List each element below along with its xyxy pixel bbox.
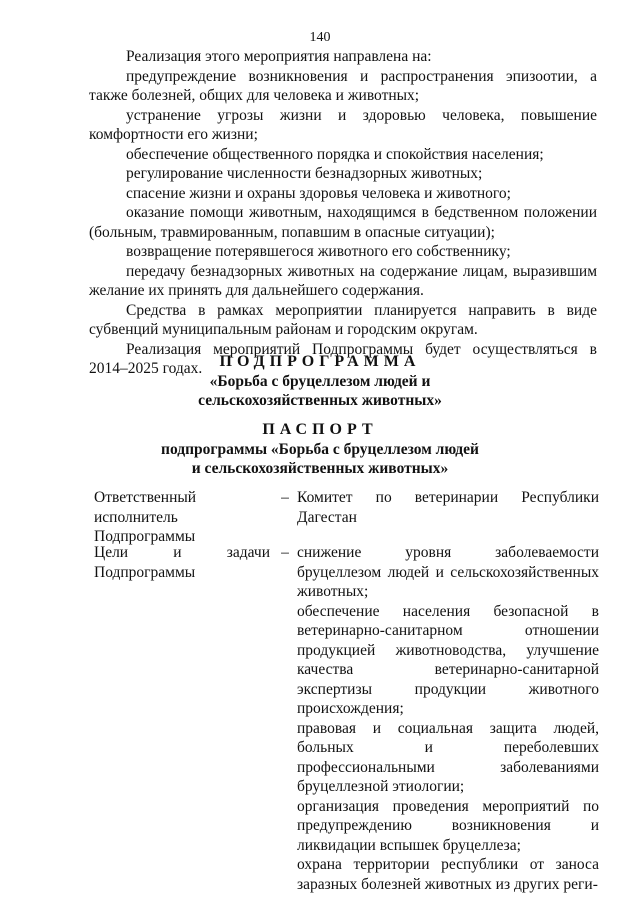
paragraph: обеспечение общественного порядка и спокойствия населения;: [126, 145, 544, 163]
subprogram-title: ПОДПРОГРАММА: [219, 353, 421, 370]
subprogram-heading: [0, 352, 640, 410]
paragraph: передачу безнадзорных животных на содержание лицам, выразившим желание их принять для дальнейшего содержания.: [89, 262, 597, 299]
paragraph: спасение жизни и охраны здоровья человека и животного;: [126, 184, 511, 202]
goals-list: [297, 543, 599, 894]
paragraph: устранение угрозы жизни и здоровью человека, повышение комфортности его жизни;: [89, 106, 597, 143]
passport-title: ПАСПОРТ: [262, 421, 378, 438]
paragraph: оказание помощи животным, находящимся в бедственном положении (больным, травмированным, попавшим в опасные ситуации);: [89, 204, 597, 241]
row-dash: –: [281, 544, 289, 561]
passport-subtitle-line: и сельскохозяйственных животных»: [191, 460, 449, 477]
page-number: 140: [309, 30, 331, 45]
executor-label: Ответственный исполнитель Подпрограммы: [94, 489, 197, 545]
passport-subtitle-line: подпрограммы «Борьба с бруцеллезом людей: [161, 441, 479, 458]
executor-value: [297, 488, 599, 527]
goal-item: охрана территории республики от заноса заразных болезней животных из других реги-: [297, 856, 599, 893]
paragraph: Реализация этого мероприятия направлена на:: [126, 48, 432, 65]
goal-item: обеспечение населения безопасной в ветеринарно-санитарном отношении продукцией животноводства, улучшение качества ветеринарно-санитарной экспертизы продукции животного происхождения;: [297, 602, 599, 717]
paragraph: Реализация мероприятий Подпрограммы будет осуществляться в 2014–2025 годах.: [89, 340, 597, 377]
subprogram-name-line: «Борьба с бруцеллезом людей и: [209, 373, 431, 390]
paragraph: предупреждение возникновения и распространения эпизоотии, а также болезней, общих для человека и животных;: [89, 67, 597, 104]
goal-item: снижение уровня заболеваемости бруцеллезом людей и сельскохозяйственных животных;: [297, 544, 599, 600]
goal-item: организация проведения мероприятий по предупреждению возникновения и ликвидации вспышек бруцеллеза;: [297, 797, 599, 854]
executor-value-text: Комитет по ветеринарии Республики Дагестан: [297, 489, 599, 526]
body-text: [89, 47, 597, 379]
passport-heading: [0, 420, 640, 478]
goals-label: Цели и задачи Подпрограммы: [94, 544, 270, 581]
row-dash: –: [281, 489, 289, 506]
paragraph: Средства в рамках мероприятии планируется направить в виде субвенций муниципальным районам и городским округам.: [89, 301, 597, 338]
subprogram-name-line: сельскохозяйственных животных»: [198, 392, 442, 409]
goal-item: правовая и социальная защита людей, больных и переболевших профессиональными заболеваниями бруцеллезной этиологии;: [297, 719, 599, 795]
paragraph: регулирование численности безнадзорных животных;: [126, 165, 483, 182]
paragraph: возвращение потерявшегося животного его собственнику;: [126, 243, 511, 260]
